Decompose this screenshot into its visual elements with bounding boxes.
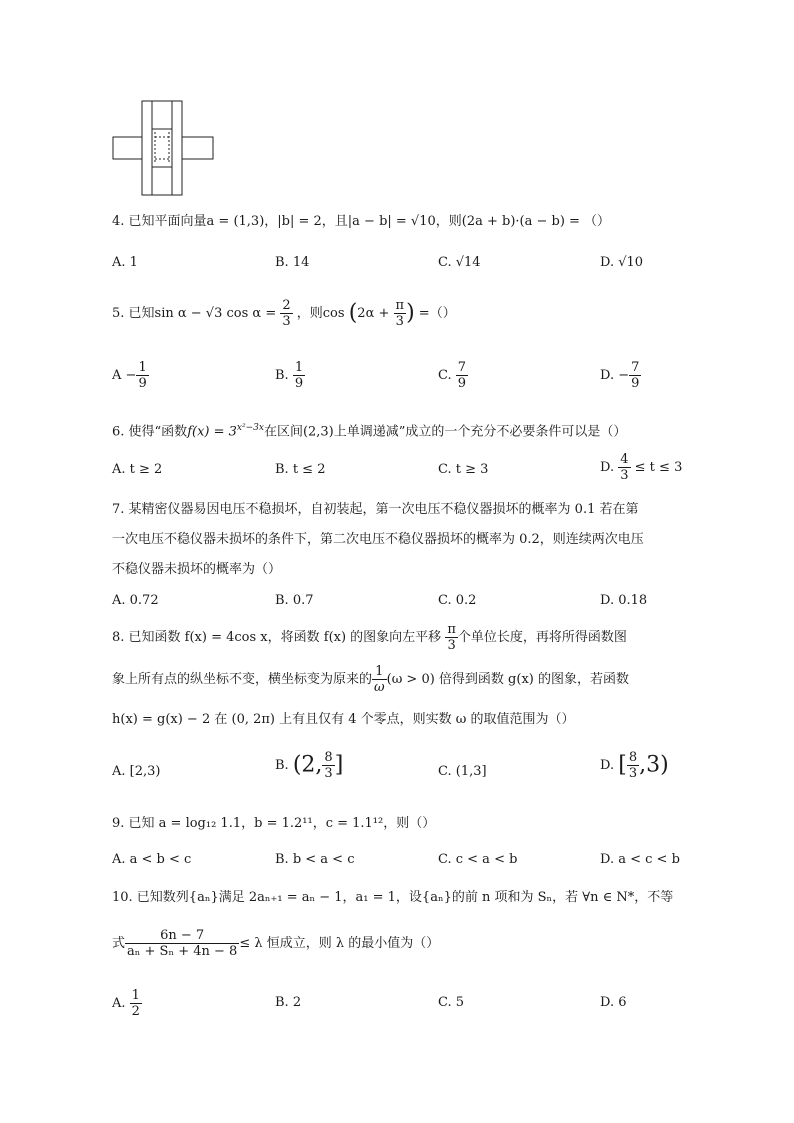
q6-stem-a: 6. 使得“函数 — [112, 424, 188, 440]
q6-d-frac — [618, 452, 630, 483]
q5-b-num: 1 — [294, 360, 304, 375]
q9-option-d: D. a < c < b — [600, 852, 680, 867]
q5-frac-den: 3 — [282, 314, 291, 329]
q10-line-1: 10. 已知数列{aₙ}满足 2aₙ₊₁ = aₙ − 1，a₁ = 1，设{aₙ}的前 n 项和为 Sₙ，若 ∀n ∈ N*，不等 — [112, 890, 674, 905]
q10-option-a — [112, 988, 142, 1019]
q5-c-num: 7 — [457, 360, 467, 375]
q5-option-c — [438, 360, 468, 391]
q10-a-frac — [130, 988, 142, 1019]
q5-c-label: C. — [438, 368, 452, 383]
question-5-stem — [112, 298, 456, 329]
q7-option-a: A. 0.72 — [112, 593, 159, 608]
q8-l2-den: ω — [374, 680, 385, 695]
q5-a-sign: − — [125, 368, 137, 383]
q8-d-den: 3 — [628, 766, 638, 781]
q5-option-a — [112, 360, 149, 391]
q4-option-d: D. √10 — [600, 255, 644, 270]
q7-line-2: 一次电压不稳仪器未损坏的条件下，第二次电压不稳仪器损坏的概率为 0.2，则连续两次电压 — [112, 532, 644, 547]
q8-d-right: ,3) — [639, 752, 669, 778]
q6-stem-b: 在区间(2,3)上单调递减”成立的一个充分不必要条件可以是（） — [263, 424, 627, 440]
q8-line2a: 象上所有点的纵坐标不变，横坐标变为原来的 — [112, 672, 373, 687]
q8-l2-num: 1 — [372, 664, 387, 680]
q8-d-num: 8 — [628, 750, 638, 765]
q10-suffix: ≤ λ 恒成立，则 λ 的最小值为（） — [239, 936, 440, 951]
q8-line1a: 8. 已知函数 f(x) = 4cos x，将函数 f(x) 的图象向左平移 — [112, 630, 442, 645]
q5-frac-num: 2 — [282, 298, 291, 313]
geometry-figure — [112, 100, 214, 196]
q5-pi-num: π — [395, 298, 405, 313]
q8-b-left: (2, — [292, 752, 323, 778]
q5-a-den: 9 — [138, 376, 147, 391]
q6-d-num: 4 — [620, 452, 629, 467]
q6-exp: x²−3x — [236, 423, 264, 433]
q9-option-c: C. c < a < b — [438, 852, 518, 867]
q4-option-a: A. 1 — [112, 255, 138, 270]
q6-option-d — [600, 452, 682, 483]
q8-d-label: D. — [600, 758, 615, 773]
q8-b-den: 3 — [324, 766, 333, 781]
q5-c-frac — [456, 360, 468, 391]
q10-option-d: D. 6 — [600, 995, 627, 1010]
q6-func: f(x) = 3 — [187, 424, 237, 440]
q5-option-b — [275, 360, 305, 391]
question-4-stem — [112, 212, 610, 232]
q4-option-b: B. 14 — [275, 255, 310, 270]
q8-d-frac — [627, 750, 639, 781]
q10-option-c: C. 5 — [438, 995, 465, 1010]
q5-option-d — [600, 360, 641, 391]
q5-frac-2-3 — [280, 298, 292, 329]
q8-l1-den: 3 — [447, 638, 456, 653]
q5-prefix: 5. 已知sin α − √3 cos α = — [112, 306, 277, 321]
q6-d-den: 3 — [620, 468, 629, 483]
q10-den: aₙ + Sₙ + 4n − 8 — [127, 944, 238, 959]
q8-line-3: h(x) = g(x) − 2 在 (0, 2π) 上有且仅有 4 个零点，则实数 ω 的取值范围为（） — [112, 712, 575, 727]
q8-frac-pi-3 — [445, 622, 458, 653]
q5-d-label: D. — [600, 368, 615, 383]
q8-option-a: A. [2,3) — [112, 764, 161, 779]
q10-line-2 — [112, 928, 439, 960]
q5-d-num: 7 — [631, 360, 640, 375]
q8-option-d — [600, 750, 669, 781]
q8-b-label: B. — [275, 758, 289, 773]
q8-line-1 — [112, 622, 627, 653]
q4-option-c: C. √14 — [438, 255, 481, 270]
q5-arg: 2α + — [357, 306, 390, 321]
q5-b-label: B. — [275, 368, 289, 383]
q5-d-frac — [629, 360, 641, 391]
q7-option-b: B. 0.7 — [275, 593, 314, 608]
q6-d-rest: ≤ t ≤ 3 — [634, 460, 683, 475]
q10-a-label: A. — [112, 996, 126, 1011]
q9-option-b: B. b < a < c — [275, 852, 355, 867]
q10-a-den: 2 — [131, 1004, 140, 1019]
q5-b-den: 9 — [294, 376, 304, 391]
q5-lparen: ( — [348, 300, 358, 326]
q10-prefix: 式 — [112, 936, 126, 951]
q7-line-3: 不稳仪器未损坏的概率为（） — [112, 562, 282, 577]
q5-a-frac — [136, 360, 148, 391]
q6-option-b: B. t ≤ 2 — [275, 462, 326, 477]
q8-d-left: [ — [618, 752, 627, 778]
q9-option-a: A. a < b < c — [112, 852, 192, 867]
q8-line2b: (ω > 0) 倍得到函数 g(x) 的图象，若函数 — [386, 672, 629, 687]
q8-b-num: 8 — [324, 750, 333, 765]
question-9-stem: 9. 已知 a = log₁₂ 1.1，b = 1.2¹¹，c = 1.1¹²，则（） — [112, 816, 436, 831]
q5-d-sign: − — [618, 368, 630, 383]
q8-line1b: 个单位长度，再将所得函数图 — [457, 630, 627, 645]
q7-option-c: C. 0.2 — [438, 593, 477, 608]
q6-d-label: D. — [600, 460, 615, 475]
q5-a-label: A — [112, 368, 122, 383]
q8-l1-num: π — [447, 622, 456, 637]
q4-stem: 4. 已知平面向量 — [112, 214, 207, 229]
q6-option-c: C. t ≥ 3 — [438, 462, 489, 477]
q8-b-frac — [322, 750, 334, 781]
q5-c-den: 9 — [457, 376, 467, 391]
q7-option-d: D. 0.18 — [600, 593, 648, 608]
q7-line-1: 7. 某精密仪器易因电压不稳损坏，自初装起，第一次电压不稳仪器损坏的概率为 0.1 若在第 — [112, 502, 639, 517]
q10-a-num: 1 — [131, 988, 140, 1003]
q5-pi-den: 3 — [395, 314, 404, 329]
q8-option-c: C. (1,3] — [438, 764, 487, 779]
q10-frac — [125, 928, 239, 959]
q8-b-right: ] — [334, 752, 344, 778]
q10-option-b: B. 2 — [275, 995, 302, 1010]
q8-option-b — [275, 750, 343, 781]
q8-line-2 — [112, 664, 629, 695]
q5-mid: ，则cos — [296, 306, 345, 321]
q5-a-num: 1 — [138, 360, 147, 375]
q6-option-a: A. t ≥ 2 — [112, 462, 163, 477]
q4-condition: a = (1,3)，|b| = 2，且|a − b| = √10，则(2a + b)·(a − b) = （） — [206, 214, 611, 229]
q5-rparen: ) — [406, 300, 415, 326]
q8-frac-1-w — [372, 664, 387, 695]
q5-b-frac — [293, 360, 305, 391]
q5-frac-pi-3 — [394, 298, 407, 329]
question-6-stem — [112, 418, 626, 442]
q5-d-den: 9 — [631, 376, 640, 391]
q5-end: =（） — [418, 306, 456, 321]
q10-num: 6n − 7 — [125, 928, 239, 944]
